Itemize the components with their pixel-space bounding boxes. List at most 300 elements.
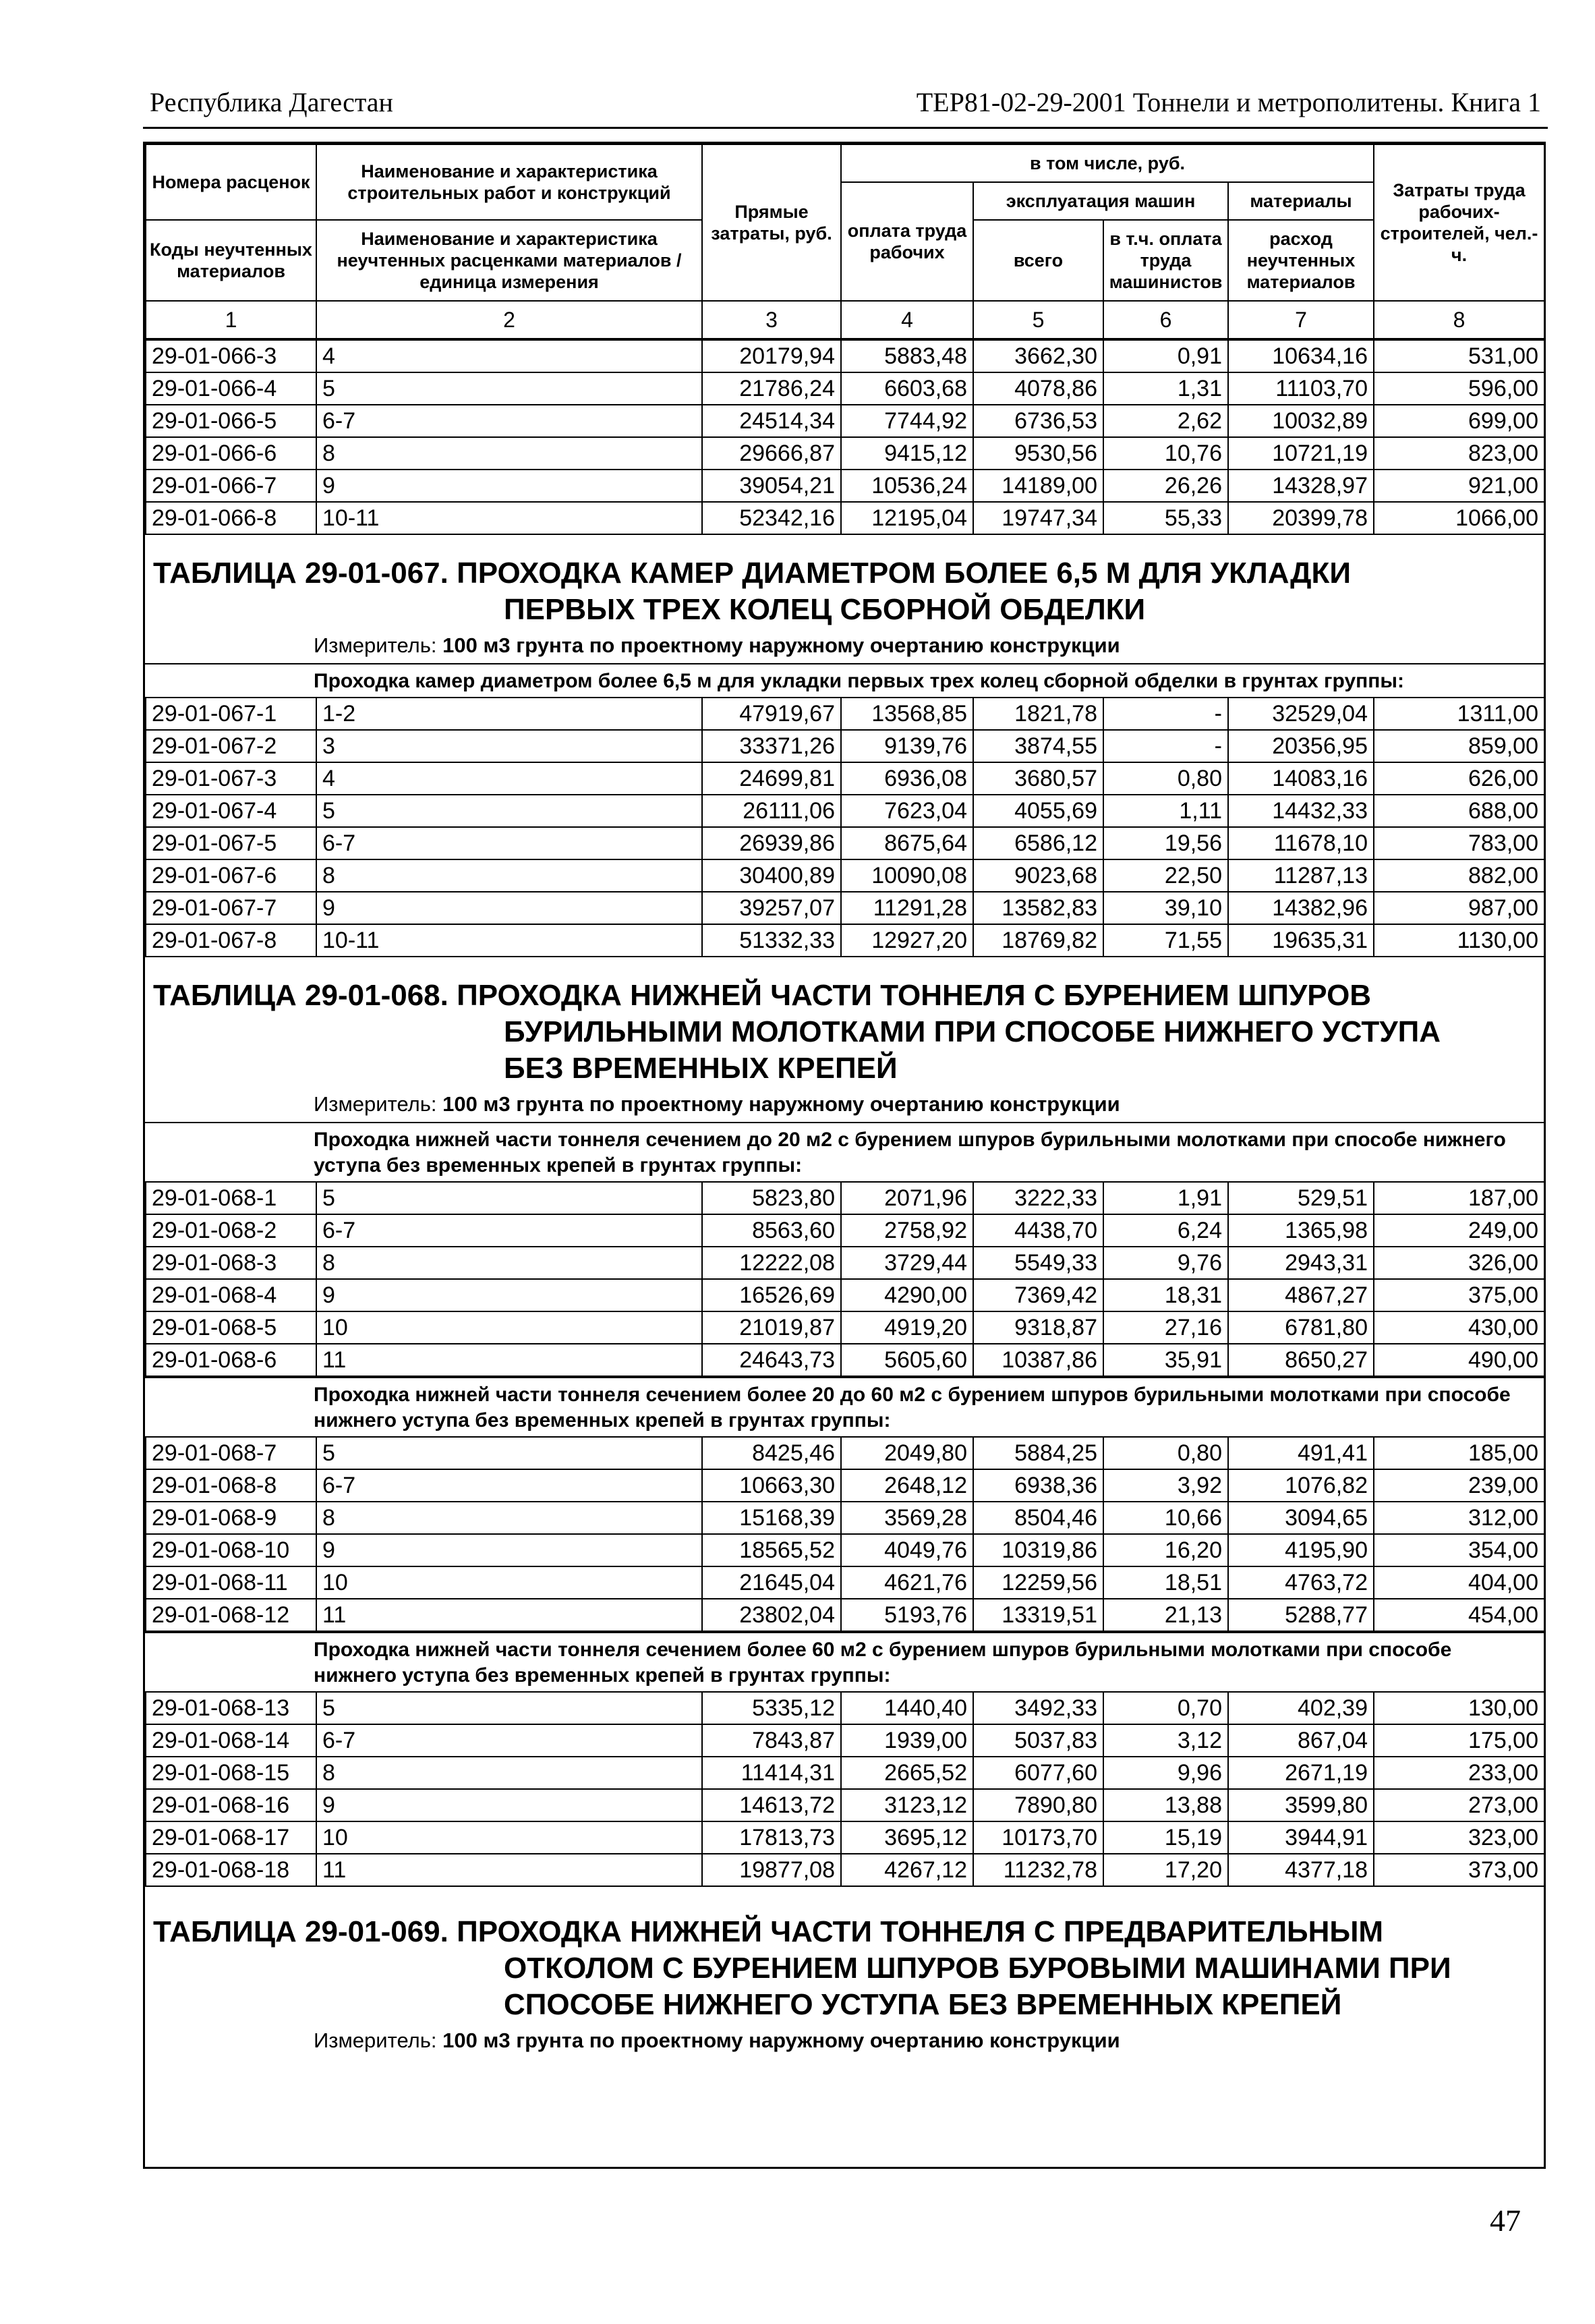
table-row <box>146 1182 1544 1214</box>
col-head-labor-pay: оплата труда рабочих <box>841 182 973 301</box>
header-region: Республика Дагестан <box>150 87 393 117</box>
cell-value: 8504,46 <box>973 1502 1103 1534</box>
cell-value: 55,33 <box>1103 502 1228 534</box>
table-row <box>146 1599 1544 1631</box>
cell-value: 26939,86 <box>702 827 841 859</box>
cell-soil-group: 6-7 <box>316 1724 702 1757</box>
cell-soil-group: 5 <box>316 1182 702 1214</box>
cell-value: 5884,25 <box>973 1437 1103 1469</box>
cell-value: 1,11 <box>1103 795 1228 827</box>
table-068-rows-1 <box>145 1181 1545 1377</box>
table-067-subheading: Проходка камер диаметром более 6,5 м для укладки первых трех колец сборной обделки в грунтах группы: <box>145 663 1544 697</box>
cell-value: 326,00 <box>1374 1247 1544 1279</box>
cell-value: 4867,27 <box>1228 1279 1374 1311</box>
cell-soil-group: 8 <box>316 1247 702 1279</box>
cell-code: 29-01-068-2 <box>146 1214 316 1247</box>
cell-value: 12195,04 <box>841 502 973 534</box>
cell-value: 867,04 <box>1228 1724 1374 1757</box>
cell-value: 10387,86 <box>973 1344 1103 1376</box>
cell-value: 4763,72 <box>1228 1566 1374 1599</box>
column-number: 7 <box>1228 301 1374 339</box>
table-row <box>146 502 1544 534</box>
cell-value: 2049,80 <box>841 1437 973 1469</box>
cell-value: 14189,00 <box>973 470 1103 502</box>
cell-value: 19,56 <box>1103 827 1228 859</box>
table-row <box>146 470 1544 502</box>
cell-value: 0,70 <box>1103 1692 1228 1724</box>
cell-value: 7843,87 <box>702 1724 841 1757</box>
cell-value: 1076,82 <box>1228 1469 1374 1502</box>
cell-value: 10319,86 <box>973 1534 1103 1566</box>
cell-value: 18565,52 <box>702 1534 841 1566</box>
cell-value: 10,66 <box>1103 1502 1228 1534</box>
cell-value: 6,24 <box>1103 1214 1228 1247</box>
cell-value: 430,00 <box>1374 1311 1544 1344</box>
col-head-direct: Прямые затраты, руб. <box>702 144 841 301</box>
table-row <box>146 1469 1544 1502</box>
table-066-rows <box>145 339 1545 535</box>
table-row <box>146 1692 1544 1724</box>
cell-value: 249,00 <box>1374 1214 1544 1247</box>
cell-value: 11678,10 <box>1228 827 1374 859</box>
cell-value: 688,00 <box>1374 795 1544 827</box>
header-book-title: ТЕР81-02-29-2001 Тоннели и метрополитены. Книга 1 <box>916 87 1541 117</box>
cell-value: 27,16 <box>1103 1311 1228 1344</box>
cell-value: 52342,16 <box>702 502 841 534</box>
cell-value: 24643,73 <box>702 1344 841 1376</box>
cell-value: 3680,57 <box>973 762 1103 795</box>
table-row <box>146 1502 1544 1534</box>
table-row <box>146 730 1544 762</box>
table-row <box>146 827 1544 859</box>
cell-value: 4377,18 <box>1228 1854 1374 1886</box>
cell-value: 3599,80 <box>1228 1789 1374 1821</box>
cell-value: 1311,00 <box>1374 698 1544 730</box>
cell-value: 20356,95 <box>1228 730 1374 762</box>
cell-code: 29-01-066-3 <box>146 340 316 372</box>
cell-value: 10090,08 <box>841 859 973 892</box>
cell-value: 13319,51 <box>973 1599 1103 1631</box>
column-number: 6 <box>1103 301 1228 339</box>
cell-code: 29-01-066-4 <box>146 372 316 405</box>
cell-value: 3729,44 <box>841 1247 973 1279</box>
cell-value: 21019,87 <box>702 1311 841 1344</box>
cell-value: 529,51 <box>1228 1182 1374 1214</box>
cell-code: 29-01-068-10 <box>146 1534 316 1566</box>
cell-value: 375,00 <box>1374 1279 1544 1311</box>
col-head-mat-codes: Коды неучтенных материалов <box>146 220 316 301</box>
cell-soil-group: 4 <box>316 762 702 795</box>
cell-value: 859,00 <box>1374 730 1544 762</box>
cell-value: 19877,08 <box>702 1854 841 1886</box>
table-067-rows <box>145 697 1545 957</box>
cell-value: 2071,96 <box>841 1182 973 1214</box>
cell-value: 39257,07 <box>702 892 841 924</box>
table-row <box>146 1344 1544 1376</box>
cell-soil-group: 8 <box>316 859 702 892</box>
cell-code: 29-01-067-6 <box>146 859 316 892</box>
cell-value: 2665,52 <box>841 1757 973 1789</box>
cell-value: 373,00 <box>1374 1854 1544 1886</box>
cell-value: 8650,27 <box>1228 1344 1374 1376</box>
cell-code: 29-01-066-8 <box>146 502 316 534</box>
cell-value: 6586,12 <box>973 827 1103 859</box>
cell-value: 626,00 <box>1374 762 1544 795</box>
table-row <box>146 698 1544 730</box>
cell-value: 3662,30 <box>973 340 1103 372</box>
cell-value: 491,41 <box>1228 1437 1374 1469</box>
cell-soil-group: 10 <box>316 1566 702 1599</box>
cell-value: 490,00 <box>1374 1344 1544 1376</box>
cell-value: 26111,06 <box>702 795 841 827</box>
cell-value: 6936,08 <box>841 762 973 795</box>
cell-soil-group: 5 <box>316 1692 702 1724</box>
cell-value: 2943,31 <box>1228 1247 1374 1279</box>
table-row <box>146 795 1544 827</box>
column-number: 1 <box>146 301 316 339</box>
table-row <box>146 762 1544 795</box>
cell-value: 185,00 <box>1374 1437 1544 1469</box>
cell-value: 19635,31 <box>1228 924 1374 957</box>
cell-soil-group: 6-7 <box>316 1214 702 1247</box>
table-068-subheading-3: Проходка нижней части тоннеля сечением более 60 м2 с бурением шпуров бурильными молотками при способе нижнего уступа без временных крепей в грунтах группы: <box>145 1632 1544 1691</box>
cell-value: 20399,78 <box>1228 502 1374 534</box>
cell-value: 9023,68 <box>973 859 1103 892</box>
cell-value: 21786,24 <box>702 372 841 405</box>
cell-code: 29-01-067-8 <box>146 924 316 957</box>
cell-value: 2758,92 <box>841 1214 973 1247</box>
cell-value: 2671,19 <box>1228 1757 1374 1789</box>
cell-soil-group: 11 <box>316 1854 702 1886</box>
cell-value: 323,00 <box>1374 1821 1544 1854</box>
cell-value: 233,00 <box>1374 1757 1544 1789</box>
cell-value: 273,00 <box>1374 1789 1544 1821</box>
cell-value: 882,00 <box>1374 859 1544 892</box>
cell-value: 0,80 <box>1103 1437 1228 1469</box>
cell-value: 1365,98 <box>1228 1214 1374 1247</box>
col-head-name: Наименование и характеристика строительных работ и конструкций <box>316 144 702 220</box>
column-number: 5 <box>973 301 1103 339</box>
cell-value: 596,00 <box>1374 372 1544 405</box>
column-number: 2 <box>316 301 702 339</box>
cell-value: 0,80 <box>1103 762 1228 795</box>
cell-value: 3944,91 <box>1228 1821 1374 1854</box>
cell-value: 32529,04 <box>1228 698 1374 730</box>
column-number-row <box>146 301 1544 339</box>
cell-value: 11291,28 <box>841 892 973 924</box>
cell-value: 4049,76 <box>841 1534 973 1566</box>
cell-value: 1440,40 <box>841 1692 973 1724</box>
cell-value: 21,13 <box>1103 1599 1228 1631</box>
cell-value: 10173,70 <box>973 1821 1103 1854</box>
cell-value: 14083,16 <box>1228 762 1374 795</box>
cell-value: 3569,28 <box>841 1502 973 1534</box>
cell-value: 26,26 <box>1103 470 1228 502</box>
table-069-measure: Измеритель: 100 м3 грунта по проектному наружному очертанию конструкции <box>314 2029 1120 2052</box>
cell-value: 14382,96 <box>1228 892 1374 924</box>
table-row <box>146 859 1544 892</box>
table-row <box>146 1214 1544 1247</box>
cell-code: 29-01-068-5 <box>146 1311 316 1344</box>
cell-value: 9318,87 <box>973 1311 1103 1344</box>
cell-soil-group: 1-2 <box>316 698 702 730</box>
cell-value: 21645,04 <box>702 1566 841 1599</box>
cell-value: 24699,81 <box>702 762 841 795</box>
cell-value: 29666,87 <box>702 437 841 470</box>
cell-code: 29-01-067-1 <box>146 698 316 730</box>
cell-value: 5883,48 <box>841 340 973 372</box>
cell-value: 9415,12 <box>841 437 973 470</box>
table-row <box>146 372 1544 405</box>
cell-value: 13568,85 <box>841 698 973 730</box>
col-head-mat-name: Наименование и характеристика неучтенных расценками материалов / единица измерения <box>316 220 702 301</box>
table-row <box>146 1311 1544 1344</box>
cell-soil-group: 5 <box>316 1437 702 1469</box>
cell-value: 4438,70 <box>973 1214 1103 1247</box>
table-row <box>146 1757 1544 1789</box>
table-row <box>146 924 1544 957</box>
table-row <box>146 405 1544 437</box>
table-068-subheading-2: Проходка нижней части тоннеля сечением более 20 до 60 м2 с бурением шпуров бурильными молотками при способе нижнего уступа без временных крепей в грунтах группы: <box>145 1377 1544 1436</box>
cell-code: 29-01-067-4 <box>146 795 316 827</box>
cell-value: 6938,36 <box>973 1469 1103 1502</box>
cell-value: 5605,60 <box>841 1344 973 1376</box>
cell-value: 4195,90 <box>1228 1534 1374 1566</box>
cell-value: 402,39 <box>1228 1692 1374 1724</box>
cell-value: 5193,76 <box>841 1599 973 1631</box>
cell-value: 7369,42 <box>973 1279 1103 1311</box>
cell-value: 16526,69 <box>702 1279 841 1311</box>
cell-code: 29-01-068-17 <box>146 1821 316 1854</box>
cell-code: 29-01-067-7 <box>146 892 316 924</box>
cell-code: 29-01-068-7 <box>146 1437 316 1469</box>
cell-code: 29-01-066-6 <box>146 437 316 470</box>
cell-code: 29-01-068-13 <box>146 1692 316 1724</box>
cell-value: 454,00 <box>1374 1599 1544 1631</box>
cell-value: 823,00 <box>1374 437 1544 470</box>
table-row <box>146 1534 1544 1566</box>
cell-value: 10032,89 <box>1228 405 1374 437</box>
cell-value: 39054,21 <box>702 470 841 502</box>
cell-soil-group: 5 <box>316 795 702 827</box>
cell-code: 29-01-067-5 <box>146 827 316 859</box>
table-row <box>146 1247 1544 1279</box>
col-head-total: всего <box>973 220 1103 301</box>
cell-value: 7890,80 <box>973 1789 1103 1821</box>
cell-value: 19747,34 <box>973 502 1103 534</box>
cell-value: 4919,20 <box>841 1311 973 1344</box>
cell-value: 8425,46 <box>702 1437 841 1469</box>
cell-soil-group: 10-11 <box>316 924 702 957</box>
cell-value: 7623,04 <box>841 795 973 827</box>
table-068-measure: Измеритель: 100 м3 грунта по проектному наружному очертанию конструкции <box>314 1092 1120 1116</box>
cell-value: 4621,76 <box>841 1566 973 1599</box>
cell-value: 11103,70 <box>1228 372 1374 405</box>
cell-value: 17,20 <box>1103 1854 1228 1886</box>
cell-value: 33371,26 <box>702 730 841 762</box>
table-068-title: ТАБЛИЦА 29-01-068. ПРОХОДКА НИЖНЕЙ ЧАСТИ ТОННЕЛЯ С БУРЕНИЕМ ШПУРОВ БУРИЛЬНЫМИ МОЛОТКАМИ ПРИ СПОСОБЕ НИЖНЕГО УСТУПА БЕЗ ВРЕМЕННЫХ КРЕПЕЙ <box>153 979 1441 1085</box>
cell-value: 7744,92 <box>841 405 973 437</box>
cell-value: 15168,39 <box>702 1502 841 1534</box>
cell-code: 29-01-068-3 <box>146 1247 316 1279</box>
col-head-materials: материалы <box>1228 182 1374 220</box>
cell-value: 20179,94 <box>702 340 841 372</box>
cell-value: 10721,19 <box>1228 437 1374 470</box>
col-head-codes: Номера расценок <box>146 144 316 220</box>
cell-soil-group: 11 <box>316 1599 702 1631</box>
col-head-incl: в том числе, руб. <box>841 144 1374 182</box>
cell-value: 0,91 <box>1103 340 1228 372</box>
cell-value: 14328,97 <box>1228 470 1374 502</box>
table-067-measure: Измеритель: 100 м3 грунта по проектному наружному очертанию конструкции <box>314 633 1120 657</box>
cell-value: 187,00 <box>1374 1182 1544 1214</box>
cell-soil-group: 11 <box>316 1344 702 1376</box>
cell-value: 51332,33 <box>702 924 841 957</box>
cell-code: 29-01-068-4 <box>146 1279 316 1311</box>
cell-soil-group: 10 <box>316 1311 702 1344</box>
cell-value: 1,91 <box>1103 1182 1228 1214</box>
cell-value: 2648,12 <box>841 1469 973 1502</box>
cell-value: 71,55 <box>1103 924 1228 957</box>
table-row <box>146 1724 1544 1757</box>
cell-code: 29-01-068-18 <box>146 1854 316 1886</box>
cell-soil-group: 4 <box>316 340 702 372</box>
cell-code: 29-01-068-8 <box>146 1469 316 1502</box>
cell-value: 4267,12 <box>841 1854 973 1886</box>
cell-soil-group: 9 <box>316 470 702 502</box>
cell-value: 5037,83 <box>973 1724 1103 1757</box>
cell-value: 5549,33 <box>973 1247 1103 1279</box>
table-row <box>146 1854 1544 1886</box>
column-number: 3 <box>702 301 841 339</box>
cell-code: 29-01-068-12 <box>146 1599 316 1631</box>
cell-code: 29-01-068-11 <box>146 1566 316 1599</box>
cell-soil-group: 6-7 <box>316 827 702 859</box>
cell-value: 3,12 <box>1103 1724 1228 1757</box>
cell-value: 312,00 <box>1374 1502 1544 1534</box>
cell-value: 11232,78 <box>973 1854 1103 1886</box>
cell-soil-group: 9 <box>316 892 702 924</box>
cell-value: 1066,00 <box>1374 502 1544 534</box>
table-row <box>146 1437 1544 1469</box>
cell-value: 699,00 <box>1374 405 1544 437</box>
column-number: 8 <box>1374 301 1544 339</box>
cell-value: 354,00 <box>1374 1534 1544 1566</box>
cell-value: 10,76 <box>1103 437 1228 470</box>
cell-code: 29-01-068-1 <box>146 1182 316 1214</box>
cell-value: 22,50 <box>1103 859 1228 892</box>
cell-value: 10663,30 <box>702 1469 841 1502</box>
table-row <box>146 437 1544 470</box>
table-067-title: ТАБЛИЦА 29-01-067. ПРОХОДКА КАМЕР ДИАМЕТРОМ БОЛЕЕ 6,5 М ДЛЯ УКЛАДКИ ПЕРВЫХ ТРЕХ КОЛЕЦ СБОРНОЙ ОБДЕЛКИ <box>153 557 1352 626</box>
cell-code: 29-01-066-5 <box>146 405 316 437</box>
cell-value: 12927,20 <box>841 924 973 957</box>
cell-soil-group: 9 <box>316 1534 702 1566</box>
cell-value: 3123,12 <box>841 1789 973 1821</box>
cell-value: 175,00 <box>1374 1724 1544 1757</box>
cell-code: 29-01-068-16 <box>146 1789 316 1821</box>
table-069-title: ТАБЛИЦА 29-01-069. ПРОХОДКА НИЖНЕЙ ЧАСТИ ТОННЕЛЯ С ПРЕДВАРИТЕЛЬНЫМ ОТКОЛОМ С БУРЕНИЕМ ШПУРОВ БУРОВЫМИ МАШИНАМИ ПРИ СПОСОБЕ НИЖНЕГО УСТУПА БЕЗ ВРЕМЕННЫХ КРЕПЕЙ <box>153 1915 1451 2021</box>
cell-code: 29-01-068-15 <box>146 1757 316 1789</box>
cell-value: 14432,33 <box>1228 795 1374 827</box>
cell-value: 531,00 <box>1374 340 1544 372</box>
col-head-labor: Затраты труда рабочих-строителей, чел.-ч. <box>1374 144 1544 301</box>
cell-value: 3,92 <box>1103 1469 1228 1502</box>
cell-soil-group: 3 <box>316 730 702 762</box>
cell-soil-group: 6-7 <box>316 405 702 437</box>
cell-soil-group: 10 <box>316 1821 702 1854</box>
table-row <box>146 1566 1544 1599</box>
cell-value: 3094,65 <box>1228 1502 1374 1534</box>
cell-value: 3222,33 <box>973 1182 1103 1214</box>
cell-soil-group: 8 <box>316 1502 702 1534</box>
table-row <box>146 1789 1544 1821</box>
cell-value: 9139,76 <box>841 730 973 762</box>
table-row <box>146 1279 1544 1311</box>
table-row <box>146 340 1544 372</box>
table-row <box>146 892 1544 924</box>
cell-value: 130,00 <box>1374 1692 1544 1724</box>
table-068-rows-2 <box>145 1436 1545 1632</box>
cell-value: 39,10 <box>1103 892 1228 924</box>
cell-value: 47919,67 <box>702 698 841 730</box>
cell-soil-group: 5 <box>316 372 702 405</box>
cell-value: 921,00 <box>1374 470 1544 502</box>
cell-code: 29-01-068-9 <box>146 1502 316 1534</box>
cell-code: 29-01-067-3 <box>146 762 316 795</box>
cell-value: 23802,04 <box>702 1599 841 1631</box>
cell-value: 1821,78 <box>973 698 1103 730</box>
cell-value: 239,00 <box>1374 1469 1544 1502</box>
cell-value: 15,19 <box>1103 1821 1228 1854</box>
col-head-machinist-pay: в т.ч. оплата труда машинистов <box>1103 220 1228 301</box>
cell-soil-group: 10-11 <box>316 502 702 534</box>
cell-value: 1939,00 <box>841 1724 973 1757</box>
cell-soil-group: 9 <box>316 1279 702 1311</box>
col-head-mat-cost: расход неучтенных материалов <box>1228 220 1374 301</box>
cell-value: 987,00 <box>1374 892 1544 924</box>
cell-value: 3874,55 <box>973 730 1103 762</box>
table-header <box>145 144 1545 339</box>
cell-value: 10536,24 <box>841 470 973 502</box>
cell-value: 17813,73 <box>702 1821 841 1854</box>
cell-value: 10634,16 <box>1228 340 1374 372</box>
cell-value: 1130,00 <box>1374 924 1544 957</box>
column-number: 4 <box>841 301 973 339</box>
cell-value: 11287,13 <box>1228 859 1374 892</box>
cell-soil-group: 8 <box>316 1757 702 1789</box>
cell-value: 14613,72 <box>702 1789 841 1821</box>
cell-value: 6077,60 <box>973 1757 1103 1789</box>
cell-value: - <box>1103 730 1228 762</box>
cell-value: 9,76 <box>1103 1247 1228 1279</box>
cell-value: 11414,31 <box>702 1757 841 1789</box>
cell-code: 29-01-067-2 <box>146 730 316 762</box>
cell-code: 29-01-066-7 <box>146 470 316 502</box>
cell-value: 783,00 <box>1374 827 1544 859</box>
content-frame <box>143 142 1546 2169</box>
cell-code: 29-01-068-6 <box>146 1344 316 1376</box>
cell-soil-group: 9 <box>316 1789 702 1821</box>
cell-value: 9530,56 <box>973 437 1103 470</box>
header-rule <box>143 127 1548 129</box>
col-head-machines: эксплуатация машин <box>973 182 1228 220</box>
cell-value: 5823,80 <box>702 1182 841 1214</box>
cell-value: 18,51 <box>1103 1566 1228 1599</box>
cell-value: 3492,33 <box>973 1692 1103 1724</box>
cell-value: 4078,86 <box>973 372 1103 405</box>
cell-value: - <box>1103 698 1228 730</box>
